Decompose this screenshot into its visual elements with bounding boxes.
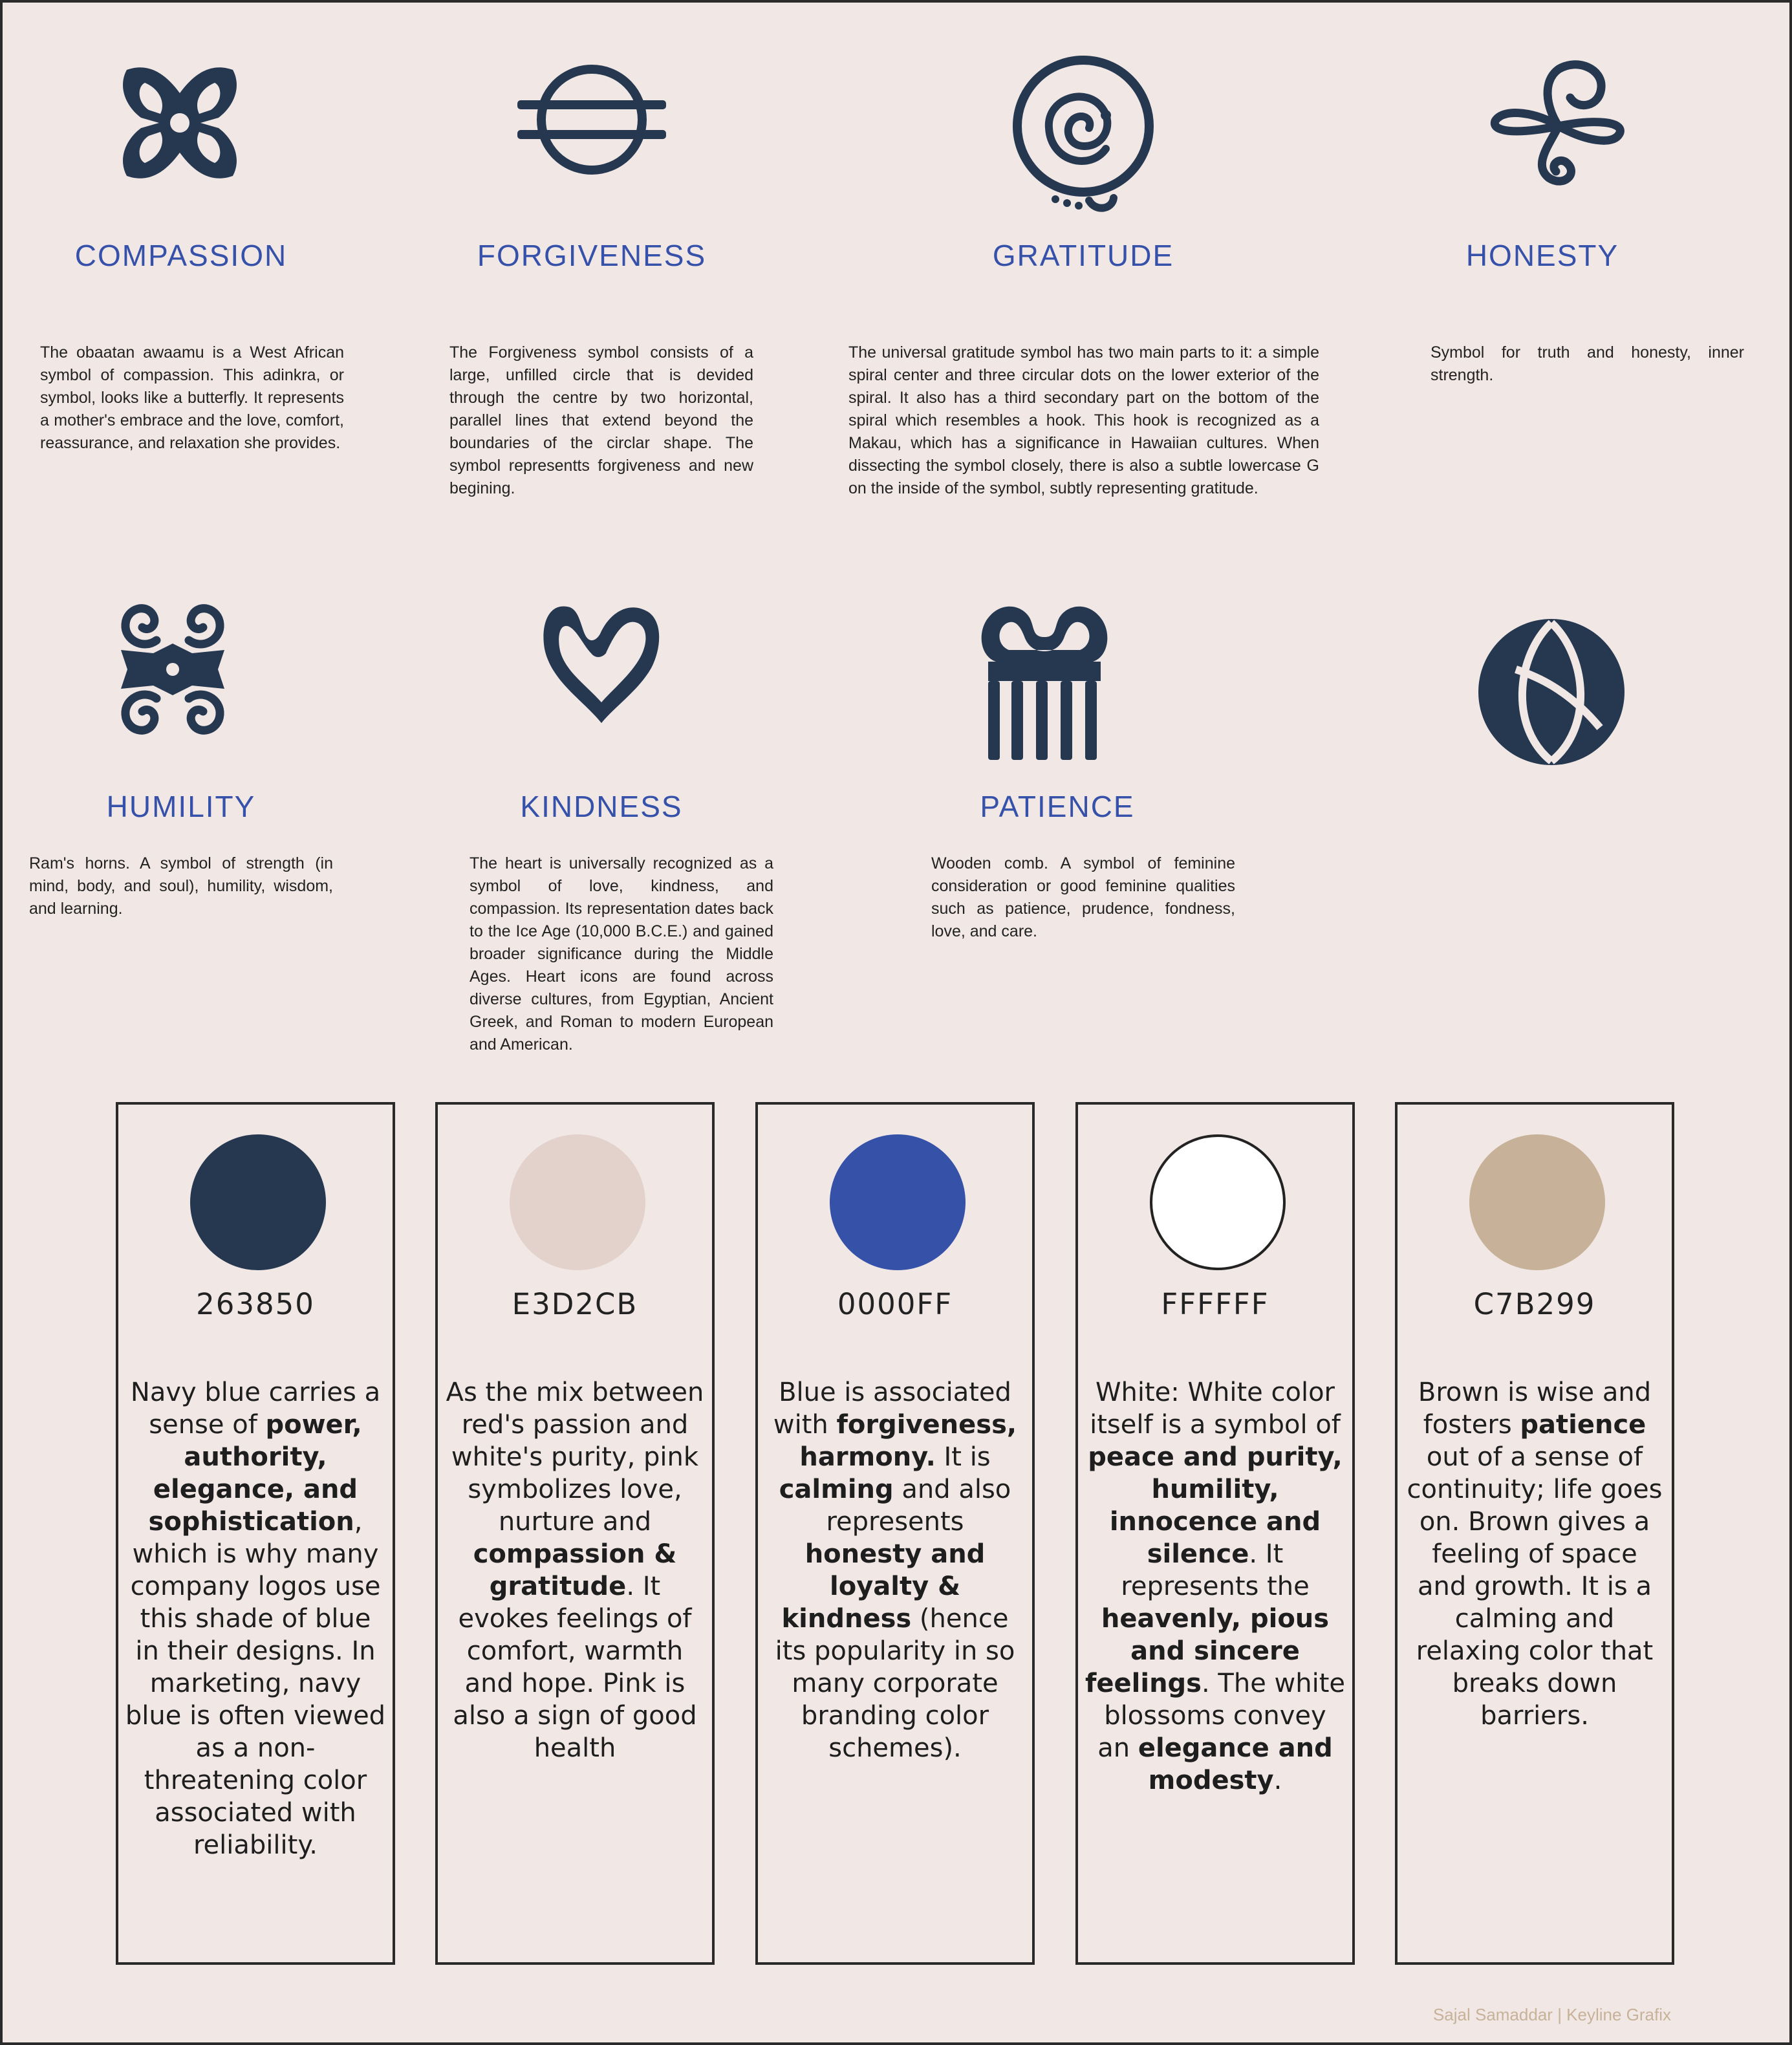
symbol-title-gratitude: GRATITUDE: [992, 239, 1174, 272]
color-meaning: White: White color itself is a symbol of peace and purity, humility, innocence and silence. It represents the heavenly, pious and sincere feelings. The white blossoms convey an elegance and modesty.: [1085, 1378, 1345, 1795]
hex-code: E3D2CB: [512, 1287, 638, 1321]
palette-card: [116, 1102, 395, 1965]
palette-card: [435, 1102, 715, 1965]
color-meaning: Brown is wise and fosters patience out of a sense of continuity; life goes on. Brown gives a feeling of space and growth. It is a calming and relaxing color that breaks down barriers.: [1407, 1378, 1663, 1731]
spiral-with-hook-icon: [1009, 52, 1158, 220]
color-meaning: As the mix between red's passion and white's purity, pink symbolizes love, nurture and compassion & gratitude. It evokes feelings of comfort, warmth and hope. Pink is also a sign of good health: [446, 1378, 704, 1763]
hex-code: FFFFFF: [1161, 1287, 1269, 1321]
symbol-description-forgiveness: The Forgiveness symbol consists of a large, unfilled circle that is devided through the centre by two horizontal, parallel lines that extend beyond the boundaries of the circlar shape. The symbol representts forgiveness and new begining.: [449, 343, 753, 497]
rams-horns-icon: [118, 595, 228, 741]
heart-icon: [538, 594, 664, 733]
color-meaning: Navy blue carries a sense of power, authority, elegance, and sophistication, which is why many company logos use this shade of blue in their designs. In marketing, navy blue is often viewed as a non-threatening color associated with reliability.: [125, 1378, 386, 1860]
hex-code: 0000FF: [837, 1287, 953, 1321]
color-swatch: [830, 1134, 966, 1270]
butterfly-adinkra-icon: [115, 58, 244, 188]
symbol-title-patience: PATIENCE: [980, 790, 1135, 823]
symbol-description-kindness: The heart is universally recognized as a symbol of love, kindness, and compassion. Its representation dates back to the Ice Age (10,000 B.C.E.) and gained broader significance during the Middle Ages. Heart icons are found across diverse cultures, from Egyptian, Ancient Greek, and Roman to modern European and American.: [470, 854, 773, 1054]
color-swatch: [190, 1134, 326, 1270]
color-swatch: [510, 1134, 645, 1270]
symbol-title-compassion: COMPASSION: [74, 239, 288, 272]
color-swatch: [1150, 1134, 1286, 1270]
leaf-circle-logo-icon: [1477, 618, 1626, 766]
hex-code: C7B299: [1473, 1287, 1596, 1321]
symbol-title-kindness: KINDNESS: [520, 790, 683, 823]
hex-code: 263850: [196, 1287, 315, 1321]
color-swatch: [1469, 1134, 1605, 1270]
symbol-description-honesty: Symbol for truth and honesty, inner strength.: [1430, 343, 1744, 384]
symbol-description-humility: Ram's horns. A symbol of strength (in mind, body, and soul), humility, wisdom, and learning.: [29, 854, 333, 918]
symbol-title-honesty: HONESTY: [1465, 239, 1619, 272]
symbol-description-gratitude: The universal gratitude symbol has two main parts to it: a simple spiral center and three circular dots on the lower exterior of the spiral. It also has a third secondary part on the bottom of the spiral which resembles a hook. This hook is recognized as a Makau, which has a significance in Hawaiian cultures. When dissecting the symbol closely, there is also a subtle lowercase G on the inside of the symbol, subtly representing gratitude.: [848, 343, 1319, 497]
circle-with-lines-icon: [517, 55, 666, 184]
color-meaning: Blue is associated with forgiveness, harmony. It is calming and also represents honesty and loyalty & kindness (hence its popularity in so many corporate branding color schemes).: [773, 1378, 1017, 1763]
palette-card: [755, 1102, 1035, 1965]
palette-card: [1075, 1102, 1355, 1965]
symbol-title-humility: HUMILITY: [106, 790, 256, 823]
wooden-comb-icon: [970, 592, 1119, 770]
credit-footer: Sajal Samaddar | Keyline Grafix: [1432, 2005, 1672, 2024]
symbol-title-forgiveness: FORGIVENESS: [477, 239, 707, 272]
symbol-description-patience: Wooden comb. A symbol of feminine consideration or good feminine qualities such as patience, prudence, fondness, love, and care.: [931, 854, 1235, 940]
looped-knot-icon: [1487, 55, 1630, 194]
symbol-description-compassion: The obaatan awaamu is a West African symbol of compassion. This adinkra, or symbol, looks like a butterfly. It represents a mother's embrace and the love, comfort, reassurance, and relaxation she provides.: [40, 343, 344, 452]
palette-card: [1395, 1102, 1674, 1965]
